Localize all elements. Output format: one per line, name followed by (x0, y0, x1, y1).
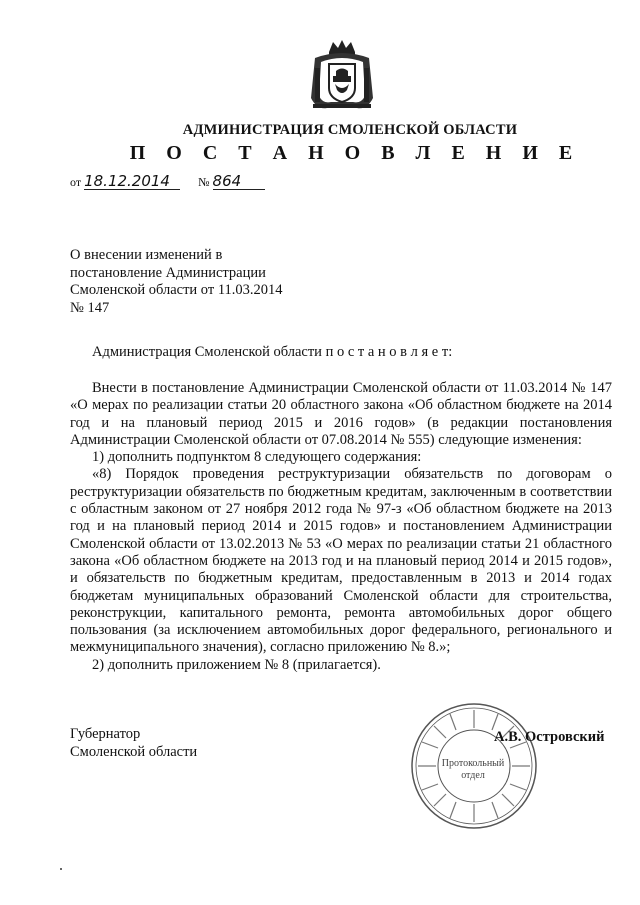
position-line: Смоленской области (70, 744, 198, 760)
position-line: Губернатор (70, 726, 141, 742)
document-body (70, 380, 612, 674)
body-paragraph: 2) дополнить приложением № 8 (прилагается). (92, 656, 381, 673)
date-value: 18.12.2014 (84, 172, 170, 190)
preamble: Администрация Смоленской области п о с т а н о в л я е т: (92, 344, 453, 360)
number-field (213, 172, 265, 190)
subject-line: Смоленской области от 11.03.2014 (70, 282, 283, 298)
date-field (84, 172, 180, 190)
number-label: № (198, 175, 210, 189)
body-paragraph: Внести в постановление Администрации Смоленской области от 11.03.2014 № 147 «О мерах по реализации статьи 20 областного закона «Об областном бюджете на 2014 год и на плановый период 2015 и 2016 годов» (в редакции постановления Администрации Смоленской области от 07.08.2014 № 555) следующие изменения: (70, 380, 612, 448)
signatory-name: А.В. Островский (494, 729, 605, 745)
organization-name: АДМИНИСТРАЦИЯ СМОЛЕНСКОЙ ОБЛАСТИ (182, 122, 518, 138)
signatory-position (70, 725, 197, 761)
document-subject (70, 247, 330, 317)
body-paragraph: «8) Порядок проведения реструктуризации обязательств по договорам о реструктуризации обязательств по бюджетным кредитам, заключенным в соответствии с областным законом от 27 ноября 2012 года № 97-з «Об областном бюджете на 2013 год и на плановый период 2014 и 2015 годов» и постановлением Администрации Смоленской области от 13.02.2013 № 53 «О мерах по реализации статьи 21 областного закона «Об областном бюджете на 2013 год и на плановый период 2014 и 2015 годов», и обязательств по бюджетным кредитам, предоставленным в 2013 и 2014 годах бюджетам муниципальных образований Смоленской области для строительства, реконструкции, капитального ремонта, ремонта автомобильных дорог общего пользования (за исключением автомобильных дорог федерального, регионального и межмуниципального значения), согласно приложению № 8.»; (70, 466, 612, 656)
subject-line: № 147 (70, 299, 110, 316)
seal-inscription (438, 758, 508, 782)
subject-line: постановление Администрации (70, 264, 266, 281)
coat-of-arms-emblem (307, 38, 377, 114)
subject-line: О внесении изменений в (70, 247, 223, 263)
scan-speck (60, 868, 62, 870)
date-number-line (70, 172, 310, 194)
number-value: 864 (212, 172, 242, 190)
seal-line: отдел (461, 770, 485, 781)
seal-line: Протокольный (441, 758, 505, 769)
from-label: от (70, 175, 82, 189)
body-paragraph: 1) дополнить подпунктом 8 следующего содержания: (92, 449, 422, 466)
document-type-title: П О С Т А Н О В Л Е Н И Е (129, 142, 581, 164)
